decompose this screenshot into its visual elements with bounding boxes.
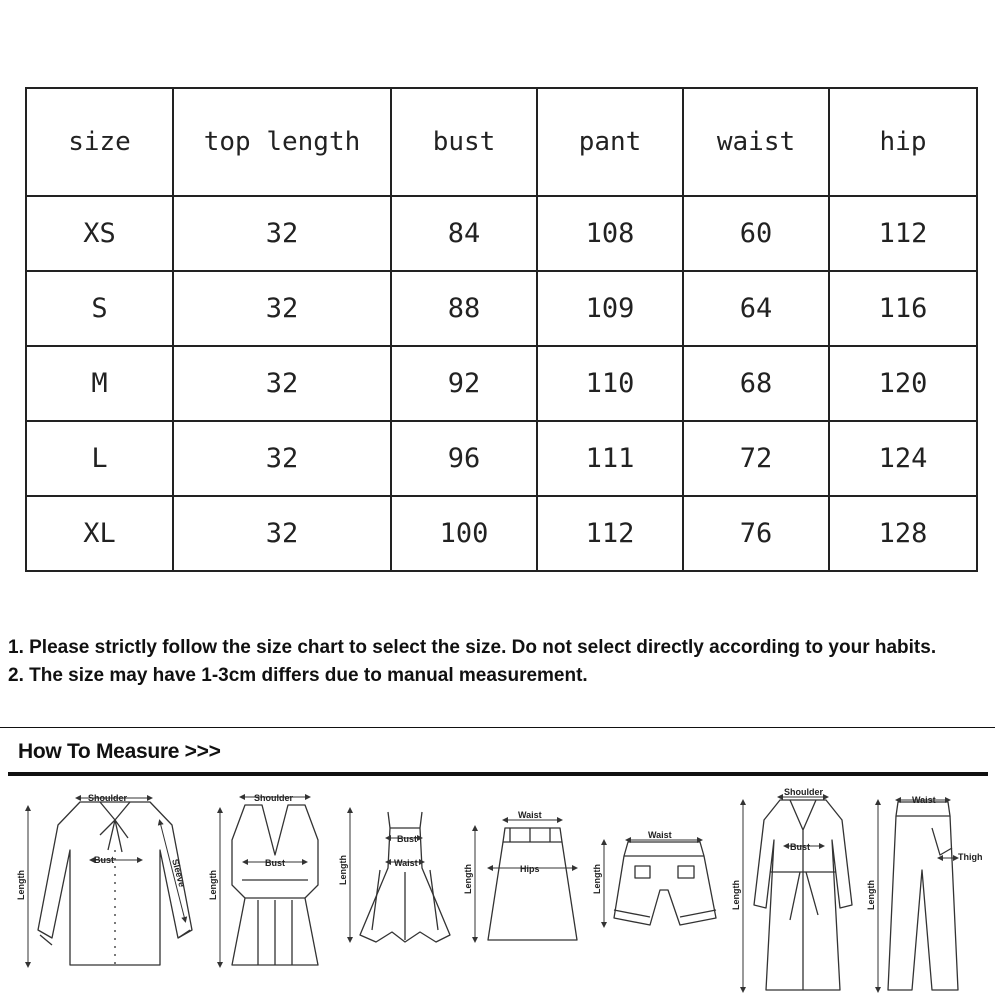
length-label: Length: [16, 870, 26, 900]
table-cell: XL: [26, 496, 173, 571]
table-cell: 32: [173, 271, 391, 346]
length-label: Length: [592, 864, 602, 894]
blouse-figure: [38, 802, 192, 965]
length-label: Length: [866, 880, 876, 910]
table-cell: 84: [391, 196, 537, 271]
table-cell: 109: [537, 271, 683, 346]
shorts-figure: [614, 842, 716, 925]
table-row: [26, 496, 977, 571]
measure-diagrams: [0, 780, 1000, 1000]
table-cell: L: [26, 421, 173, 496]
table-cell: 108: [537, 196, 683, 271]
table-header-row: [26, 88, 977, 196]
table-cell: 111: [537, 421, 683, 496]
coat-figure: [754, 800, 852, 990]
table-row: [26, 421, 977, 496]
waist-label: Waist: [518, 810, 542, 820]
skirt-figure: [488, 828, 577, 940]
header-cell: waist: [683, 88, 829, 196]
length-label: Length: [338, 855, 348, 885]
note-line: 1. Please strictly follow the size chart to select the size. Do not select directly according to your habits.: [8, 637, 937, 658]
table-cell: XS: [26, 196, 173, 271]
waist-label: Waist: [912, 795, 936, 805]
shoulder-label: Shoulder: [88, 793, 128, 803]
table-cell: 116: [829, 271, 977, 346]
table-cell: 112: [537, 496, 683, 571]
table-cell: 64: [683, 271, 829, 346]
length-label: Length: [463, 864, 473, 894]
table-cell: 96: [391, 421, 537, 496]
table-cell: 32: [173, 346, 391, 421]
table-cell: 128: [829, 496, 977, 571]
length-label: Length: [208, 870, 218, 900]
table-cell: 72: [683, 421, 829, 496]
section-divider: [0, 727, 995, 728]
header-cell: hip: [829, 88, 977, 196]
bust-label: Bust: [397, 834, 417, 844]
bust-label: Bust: [790, 842, 810, 852]
waist-label: Waist: [394, 858, 418, 868]
table-cell: 110: [537, 346, 683, 421]
table-cell: 68: [683, 346, 829, 421]
hips-label: Hips: [520, 864, 540, 874]
table-cell: 32: [173, 421, 391, 496]
bust-label: Bust: [265, 858, 285, 868]
header-cell: top length: [173, 88, 391, 196]
table-cell: 32: [173, 496, 391, 571]
table-cell: 100: [391, 496, 537, 571]
table-row: [26, 196, 977, 271]
table-row: [26, 271, 977, 346]
table-cell: 120: [829, 346, 977, 421]
table-cell: 112: [829, 196, 977, 271]
table-row: [26, 346, 977, 421]
bust-label: Bust: [94, 855, 114, 865]
note-line: 2. The size may have 1-3cm differs due to manual measurement.: [8, 665, 588, 686]
shoulder-label: Shoulder: [784, 787, 824, 797]
waist-label: Waist: [648, 830, 672, 840]
table-cell: 76: [683, 496, 829, 571]
sleeve-label: Sleeve: [170, 857, 188, 889]
length-label: Length: [731, 880, 741, 910]
size-chart-table: [25, 87, 978, 572]
table-cell: S: [26, 271, 173, 346]
header-cell: size: [26, 88, 173, 196]
shoulder-label: Shoulder: [254, 793, 294, 803]
title-underline: [8, 772, 988, 776]
header-cell: pant: [537, 88, 683, 196]
table-cell: 92: [391, 346, 537, 421]
header-cell: bust: [391, 88, 537, 196]
table-cell: 32: [173, 196, 391, 271]
dress-figure: [360, 812, 450, 942]
how-to-measure-title: How To Measure >>>: [18, 740, 221, 763]
table-cell: 88: [391, 271, 537, 346]
table-cell: M: [26, 346, 173, 421]
table-cell: 124: [829, 421, 977, 496]
tank-top-figure: [232, 805, 318, 965]
table-cell: 60: [683, 196, 829, 271]
thigh-label: Thigh: [958, 852, 983, 862]
size-notes: [8, 634, 993, 690]
pants-figure: [888, 802, 958, 990]
